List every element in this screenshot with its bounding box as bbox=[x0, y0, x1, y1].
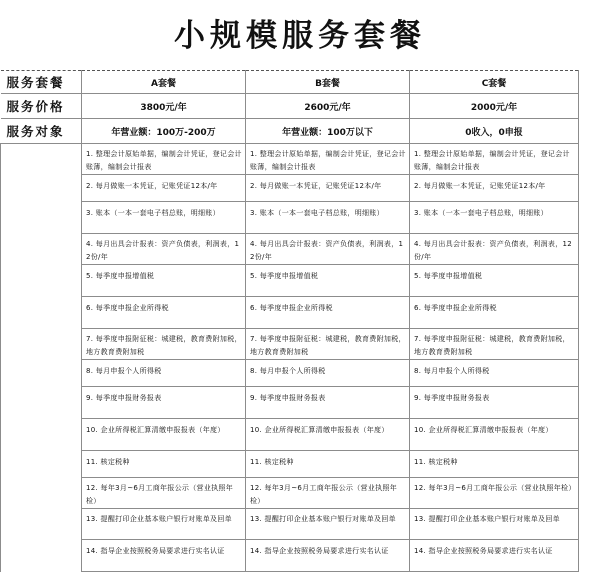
service-item-b: 9. 每季度申报财务报表 bbox=[246, 387, 410, 419]
target-row bbox=[1, 119, 579, 144]
service-row bbox=[1, 234, 579, 265]
service-item-a: 5. 每季度申报增值税 bbox=[82, 265, 246, 297]
package-c: C套餐 bbox=[410, 71, 579, 94]
service-label-spacer bbox=[1, 265, 82, 297]
service-item-b: 14. 指导企业按照税务局要求进行实名认证 bbox=[246, 540, 410, 572]
service-item-a: 2. 每月做账一本凭证，记账凭证12本/年 bbox=[82, 175, 246, 202]
service-item-a: 3. 账本（一本一套电子档总账，明细账） bbox=[82, 202, 246, 234]
service-item-c: 9. 每季度申报财务报表 bbox=[410, 387, 579, 419]
service-label-spacer bbox=[1, 234, 82, 265]
service-label-spacer bbox=[1, 540, 82, 572]
service-item-c: 8. 每月申报个人所得税 bbox=[410, 360, 579, 387]
service-item-b: 5. 每季度申报增值税 bbox=[246, 265, 410, 297]
price-b: 2600元/年 bbox=[246, 94, 410, 119]
service-item-a: 12. 每年3月~6月工商年报公示（营业执照年检） bbox=[82, 478, 246, 509]
service-item-c: 1. 整理会计原始单据，编制会计凭证，登记会计账薄，编制会计报表 bbox=[410, 144, 579, 175]
package-b: B套餐 bbox=[246, 71, 410, 94]
service-row bbox=[1, 451, 579, 478]
service-row bbox=[1, 509, 579, 540]
service-item-c: 13. 提醒打印企业基本账户银行对账单及回单 bbox=[410, 509, 579, 540]
service-label-spacer bbox=[1, 329, 82, 360]
service-label-spacer bbox=[1, 297, 82, 329]
service-label-spacer bbox=[1, 175, 82, 202]
service-label-spacer bbox=[1, 451, 82, 478]
service-item-c: 6. 每季度申报企业所得税 bbox=[410, 297, 579, 329]
service-row bbox=[1, 329, 579, 360]
service-row bbox=[1, 387, 579, 419]
service-item-a: 9. 每季度申报财务报表 bbox=[82, 387, 246, 419]
service-item-c: 14. 指导企业按照税务局要求进行实名认证 bbox=[410, 540, 579, 572]
service-item-b: 10. 企业所得税汇算清缴申报报表（年度） bbox=[246, 419, 410, 451]
target-label: 服务对象 bbox=[1, 119, 82, 144]
service-label-spacer bbox=[1, 202, 82, 234]
service-item-b: 11. 核定税种 bbox=[246, 451, 410, 478]
service-label-spacer bbox=[1, 387, 82, 419]
service-item-c: 3. 账本（一本一套电子档总账，明细账） bbox=[410, 202, 579, 234]
page-title: 小规模服务套餐 bbox=[174, 18, 426, 54]
package-a: A套餐 bbox=[82, 71, 246, 94]
service-package-table bbox=[0, 70, 579, 572]
service-item-b: 4. 每月出具会计报表：资产负债表，利润表，12份/年 bbox=[246, 234, 410, 265]
service-item-b: 12. 每年3月~6月工商年报公示（营业执照年检） bbox=[246, 478, 410, 509]
service-row bbox=[1, 540, 579, 572]
service-row bbox=[1, 360, 579, 387]
service-row bbox=[1, 478, 579, 509]
service-item-a: 11. 核定税种 bbox=[82, 451, 246, 478]
service-row bbox=[1, 265, 579, 297]
service-item-a: 8. 每月申报个人所得税 bbox=[82, 360, 246, 387]
service-label-spacer bbox=[1, 509, 82, 540]
package-row bbox=[1, 71, 579, 94]
service-item-b: 8. 每月申报个人所得税 bbox=[246, 360, 410, 387]
service-row bbox=[1, 144, 579, 175]
target-c: 0收入，0申报 bbox=[410, 119, 579, 144]
service-item-a: 10. 企业所得税汇算清缴申报报表（年度） bbox=[82, 419, 246, 451]
service-item-b: 2. 每月做账一本凭证，记账凭证12本/年 bbox=[246, 175, 410, 202]
service-item-a: 14. 指导企业按照税务局要求进行实名认证 bbox=[82, 540, 246, 572]
service-item-c: 2. 每月做账一本凭证，记账凭证12本/年 bbox=[410, 175, 579, 202]
service-item-a: 1. 整理会计原始单据，编制会计凭证，登记会计账薄，编制会计报表 bbox=[82, 144, 246, 175]
service-item-c: 12. 每年3月~6月工商年报公示（营业执照年检） bbox=[410, 478, 579, 509]
service-item-c: 10. 企业所得税汇算清缴申报报表（年度） bbox=[410, 419, 579, 451]
service-item-a: 4. 每月出具会计报表：资产负债表，利润表，12份/年 bbox=[82, 234, 246, 265]
service-item-b: 13. 提醒打印企业基本账户银行对账单及回单 bbox=[246, 509, 410, 540]
service-item-c: 11. 核定税种 bbox=[410, 451, 579, 478]
price-c: 2000元/年 bbox=[410, 94, 579, 119]
service-row bbox=[1, 419, 579, 451]
price-row bbox=[1, 94, 579, 119]
service-item-b: 7. 每季度申报附征税：城建税，教育费附加税，地方教育费附加税 bbox=[246, 329, 410, 360]
service-item-a: 6. 每季度申报企业所得税 bbox=[82, 297, 246, 329]
service-item-c: 5. 每季度申报增值税 bbox=[410, 265, 579, 297]
service-label-spacer bbox=[1, 144, 82, 175]
service-row bbox=[1, 297, 579, 329]
target-b: 年营业额：100万以下 bbox=[246, 119, 410, 144]
service-row bbox=[1, 175, 579, 202]
package-label: 服务套餐 bbox=[1, 71, 82, 94]
service-item-b: 3. 账本（一本一套电子档总账，明细账） bbox=[246, 202, 410, 234]
service-item-b: 6. 每季度申报企业所得税 bbox=[246, 297, 410, 329]
service-item-a: 7. 每季度申报附征税：城建税，教育费附加税，地方教育费附加税 bbox=[82, 329, 246, 360]
service-item-b: 1. 整理会计原始单据，编制会计凭证，登记会计账薄，编制会计报表 bbox=[246, 144, 410, 175]
price-label: 服务价格 bbox=[1, 94, 82, 119]
service-row bbox=[1, 202, 579, 234]
price-a: 3800元/年 bbox=[82, 94, 246, 119]
target-a: 年营业额：100万-200万 bbox=[82, 119, 246, 144]
service-item-c: 4. 每月出具会计报表：资产负债表，利润表，12份/年 bbox=[410, 234, 579, 265]
service-item-c: 7. 每季度申报附征税：城建税，教育费附加税，地方教育费附加税 bbox=[410, 329, 579, 360]
service-label-spacer bbox=[1, 360, 82, 387]
service-item-a: 13. 提醒打印企业基本账户银行对账单及回单 bbox=[82, 509, 246, 540]
service-label-spacer bbox=[1, 419, 82, 451]
service-label-spacer bbox=[1, 478, 82, 509]
